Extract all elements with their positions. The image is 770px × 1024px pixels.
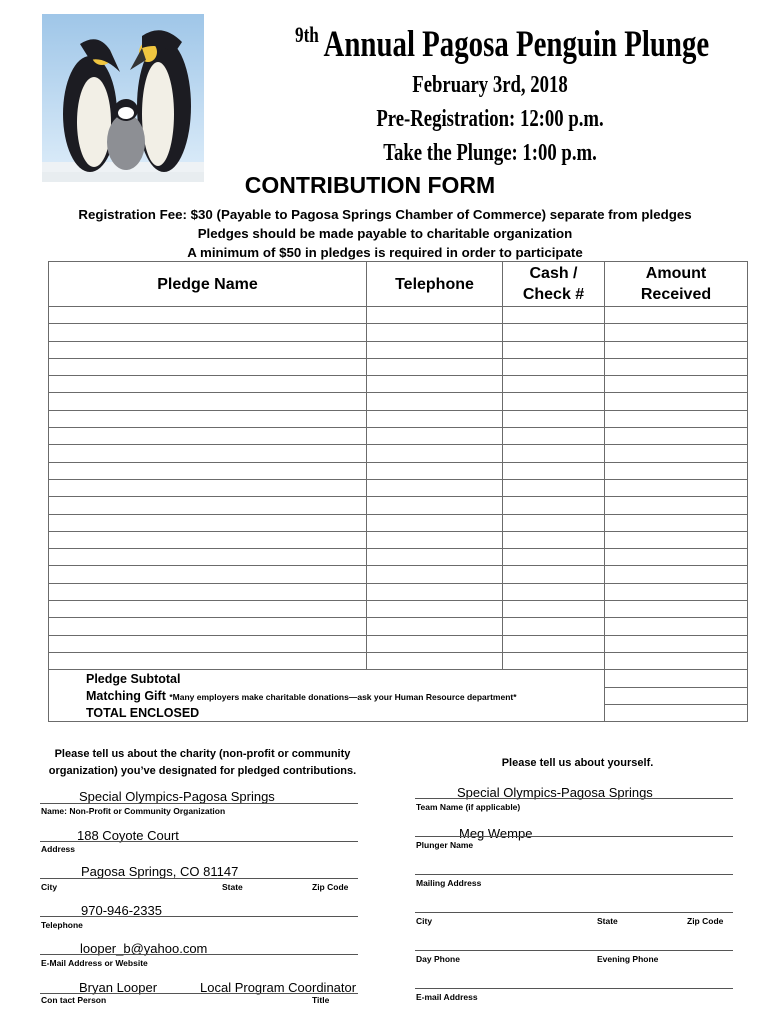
penguin-family-image — [42, 14, 204, 182]
pledge-row — [49, 324, 748, 341]
telephone-cell[interactable] — [367, 497, 503, 514]
cash-check-cell[interactable] — [503, 479, 605, 496]
pledge-row — [49, 652, 748, 669]
telephone-cell[interactable] — [367, 393, 503, 410]
telephone-cell[interactable] — [367, 428, 503, 445]
event-title — [295, 22, 710, 66]
cash-check-cell[interactable] — [503, 618, 605, 635]
team-name-label: Team Name (if applicable) — [416, 802, 521, 812]
cash-check-cell[interactable] — [503, 358, 605, 375]
amount-cell[interactable] — [605, 462, 748, 479]
charity-email-label: E-Mail Address or Website — [41, 958, 148, 968]
cash-check-cell[interactable] — [503, 410, 605, 427]
telephone-cell[interactable] — [367, 410, 503, 427]
cash-check-cell[interactable] — [503, 601, 605, 618]
charity-email-line — [40, 954, 358, 955]
team-name-value[interactable]: Special Olympics-Pagosa Springs — [457, 785, 653, 800]
pledge-name-cell[interactable] — [49, 497, 367, 514]
telephone-cell[interactable] — [367, 445, 503, 462]
amount-cell[interactable] — [605, 341, 748, 358]
pledge-name-cell[interactable] — [49, 583, 367, 600]
pledge-row — [49, 428, 748, 445]
col-telephone: Telephone — [367, 262, 503, 307]
amount-cell[interactable] — [605, 358, 748, 375]
plunger-name-line — [415, 836, 733, 837]
pledge-name-cell[interactable] — [49, 601, 367, 618]
mailing-address-label: Mailing Address — [416, 878, 482, 888]
cash-check-cell[interactable] — [503, 635, 605, 652]
telephone-cell[interactable] — [367, 652, 503, 669]
pledge-name-cell[interactable] — [49, 531, 367, 548]
amount-cell[interactable] — [605, 566, 748, 583]
telephone-cell[interactable] — [367, 462, 503, 479]
telephone-cell[interactable] — [367, 531, 503, 548]
pledge-name-cell[interactable] — [49, 652, 367, 669]
plunger-city-label: City — [416, 916, 433, 926]
cash-check-cell[interactable] — [503, 445, 605, 462]
summary-row-total — [49, 704, 748, 721]
evening-phone-label: Evening Phone — [597, 954, 659, 964]
pledge-name-cell[interactable] — [49, 358, 367, 375]
charity-email-value[interactable]: looper_b@yahoo.com — [80, 941, 208, 956]
pledge-name-cell[interactable] — [49, 393, 367, 410]
charity-city-label: City — [41, 882, 58, 892]
amount-cell[interactable] — [605, 652, 748, 669]
contact-title-label: Title — [312, 995, 330, 1005]
plunge-time: Take the Plunge: 1:00 p.m. — [383, 140, 597, 166]
cash-check-cell[interactable] — [503, 531, 605, 548]
telephone-cell[interactable] — [367, 358, 503, 375]
telephone-cell[interactable] — [367, 601, 503, 618]
cash-check-cell[interactable] — [503, 549, 605, 566]
pledge-row — [49, 358, 748, 375]
amount-cell[interactable] — [605, 445, 748, 462]
pledge-row — [49, 479, 748, 496]
pledge-name-cell[interactable] — [49, 549, 367, 566]
pledge-row — [49, 566, 748, 583]
amount-cell[interactable] — [605, 393, 748, 410]
pledge-row — [49, 341, 748, 358]
pledge-table-header — [49, 262, 748, 307]
form-title: CONTRIBUTION FORM — [244, 172, 496, 198]
plunger-email-label: E-mail Address — [416, 992, 478, 1002]
charity-address-line — [40, 841, 358, 842]
cash-check-cell[interactable] — [503, 462, 605, 479]
charity-section-heading: Please tell us about the charity (non-profit or community organization) you’ve designated for pledged contributions. — [48, 748, 357, 777]
contact-person-label: Con tact Person — [41, 995, 107, 1005]
pledge-row — [49, 618, 748, 635]
pre-registration-time: Pre-Registration: 12:00 p.m. — [376, 106, 604, 132]
pledge-name-cell[interactable] — [49, 514, 367, 531]
telephone-cell[interactable] — [367, 514, 503, 531]
amount-cell[interactable] — [605, 635, 748, 652]
summary-row-subtotal — [49, 670, 748, 687]
telephone-cell[interactable] — [367, 635, 503, 652]
charity-name-label: Name: Non-Profit or Community Organization — [41, 806, 226, 816]
telephone-cell[interactable] — [367, 583, 503, 600]
pledge-row — [49, 410, 748, 427]
telephone-cell[interactable] — [367, 618, 503, 635]
telephone-cell[interactable] — [367, 549, 503, 566]
event-date: February 3rd, 2018 — [412, 72, 568, 98]
pledge-name-cell[interactable] — [49, 445, 367, 462]
pledge-name-cell[interactable] — [49, 428, 367, 445]
plunger-email-line[interactable] — [415, 988, 733, 989]
telephone-cell[interactable] — [367, 479, 503, 496]
charity-city-value[interactable]: Pagosa Springs, CO 81147 — [81, 864, 239, 879]
pledge-row — [49, 583, 748, 600]
cash-check-cell[interactable] — [503, 497, 605, 514]
telephone-cell[interactable] — [367, 376, 503, 393]
cash-check-cell[interactable] — [503, 307, 605, 324]
total-enclosed-field[interactable] — [605, 704, 748, 721]
charity-phone-value[interactable]: 970-946-2335 — [81, 903, 162, 918]
payable-note: Pledges should be made payable to charitable organization — [197, 226, 573, 241]
pledge-row — [49, 393, 748, 410]
plunger-section-heading: Please tell us about yourself. — [501, 757, 654, 769]
cash-check-cell[interactable] — [503, 428, 605, 445]
mailing-address-line[interactable] — [415, 874, 733, 875]
subtotal-field[interactable] — [605, 670, 748, 687]
pledge-name-cell[interactable] — [49, 410, 367, 427]
amount-cell[interactable] — [605, 531, 748, 548]
pledge-name-cell[interactable] — [49, 479, 367, 496]
charity-address-label: Address — [41, 844, 76, 854]
plunger-name-label: Plunger Name — [416, 840, 474, 850]
charity-address-value[interactable]: 188 Coyote Court — [77, 828, 179, 843]
pledge-row — [49, 531, 748, 548]
minimum-pledge-note: A minimum of $50 in pledges is required in order to participate — [187, 245, 583, 260]
pledge-row — [49, 462, 748, 479]
amount-cell[interactable] — [605, 376, 748, 393]
team-name-line — [415, 798, 733, 799]
amount-cell[interactable] — [605, 583, 748, 600]
amount-cell[interactable] — [605, 428, 748, 445]
amount-cell[interactable] — [605, 479, 748, 496]
pledge-name-cell[interactable] — [49, 307, 367, 324]
pledge-row — [49, 445, 748, 462]
pledge-name-cell[interactable] — [49, 635, 367, 652]
telephone-cell[interactable] — [367, 566, 503, 583]
matching-gift-label: Matching Gift *Many employers make charitable donations—ask your Human Resource department* — [49, 687, 605, 704]
col-amount-received: Amount Received — [605, 262, 748, 307]
matching-gift-note: *Many employers make charitable donations—ask your Human Resource department* — [169, 691, 517, 702]
contact-title-value[interactable]: Local Program Coordinator — [200, 980, 357, 995]
plunger-zip-label: Zip Code — [687, 916, 724, 926]
plunger-city-line[interactable] — [415, 912, 733, 913]
pledge-name-cell[interactable] — [49, 566, 367, 583]
subtotal-label: Pledge Subtotal — [49, 670, 605, 687]
pledge-row — [49, 376, 748, 393]
charity-zip-label: Zip Code — [312, 882, 349, 892]
cash-check-cell[interactable] — [503, 566, 605, 583]
col-cash-check: Cash / Check # — [503, 262, 605, 307]
registration-fee-note: Registration Fee: $30 (Payable to Pagosa Springs Chamber of Commerce) separate from pledges — [78, 207, 692, 222]
pledge-row — [49, 549, 748, 566]
contact-person-value[interactable]: Bryan Looper — [79, 980, 158, 995]
event-name: Annual Pagosa Penguin Plunge — [323, 24, 710, 65]
pledge-row — [49, 514, 748, 531]
amount-cell[interactable] — [605, 618, 748, 635]
day-phone-label: Day Phone — [416, 954, 460, 964]
charity-state-label: State — [222, 882, 243, 892]
pledge-row — [49, 497, 748, 514]
amount-cell[interactable] — [605, 410, 748, 427]
charity-phone-line — [40, 916, 358, 917]
pledge-name-cell[interactable] — [49, 376, 367, 393]
cash-check-cell[interactable] — [503, 652, 605, 669]
telephone-cell[interactable] — [367, 324, 503, 341]
telephone-cell[interactable] — [367, 341, 503, 358]
summary-row-matching — [49, 687, 748, 704]
pledge-row — [49, 601, 748, 618]
cash-check-cell[interactable] — [503, 514, 605, 531]
matching-gift-field[interactable] — [605, 687, 748, 704]
pledge-row — [49, 635, 748, 652]
amount-cell[interactable] — [605, 497, 748, 514]
edition-ordinal: 9th — [295, 22, 319, 47]
pledge-name-cell[interactable] — [49, 341, 367, 358]
plunger-state-label: State — [597, 916, 618, 926]
cash-check-cell[interactable] — [503, 393, 605, 410]
pledge-name-cell[interactable] — [49, 462, 367, 479]
charity-name-value[interactable]: Special Olympics-Pagosa Springs — [79, 789, 275, 804]
pledge-name-cell[interactable] — [49, 324, 367, 341]
pledge-row — [49, 307, 748, 324]
plunger-name-value[interactable]: Meg Wempe — [459, 826, 533, 841]
cash-check-cell[interactable] — [503, 376, 605, 393]
phone-line[interactable] — [415, 950, 733, 951]
cash-check-cell[interactable] — [503, 583, 605, 600]
charity-name-line — [40, 803, 358, 804]
amount-cell[interactable] — [605, 514, 748, 531]
amount-cell[interactable] — [605, 601, 748, 618]
amount-cell[interactable] — [605, 324, 748, 341]
charity-city-line — [40, 878, 358, 879]
cash-check-cell[interactable] — [503, 324, 605, 341]
telephone-cell[interactable] — [367, 307, 503, 324]
cash-check-cell[interactable] — [503, 341, 605, 358]
amount-cell[interactable] — [605, 307, 748, 324]
amount-cell[interactable] — [605, 549, 748, 566]
col-pledge-name: Pledge Name — [49, 262, 367, 307]
charity-phone-label: Telephone — [41, 920, 83, 930]
contact-line — [40, 993, 358, 994]
total-enclosed-label: TOTAL ENCLOSED — [49, 704, 605, 721]
pledge-name-cell[interactable] — [49, 618, 367, 635]
pledge-table — [48, 261, 748, 722]
